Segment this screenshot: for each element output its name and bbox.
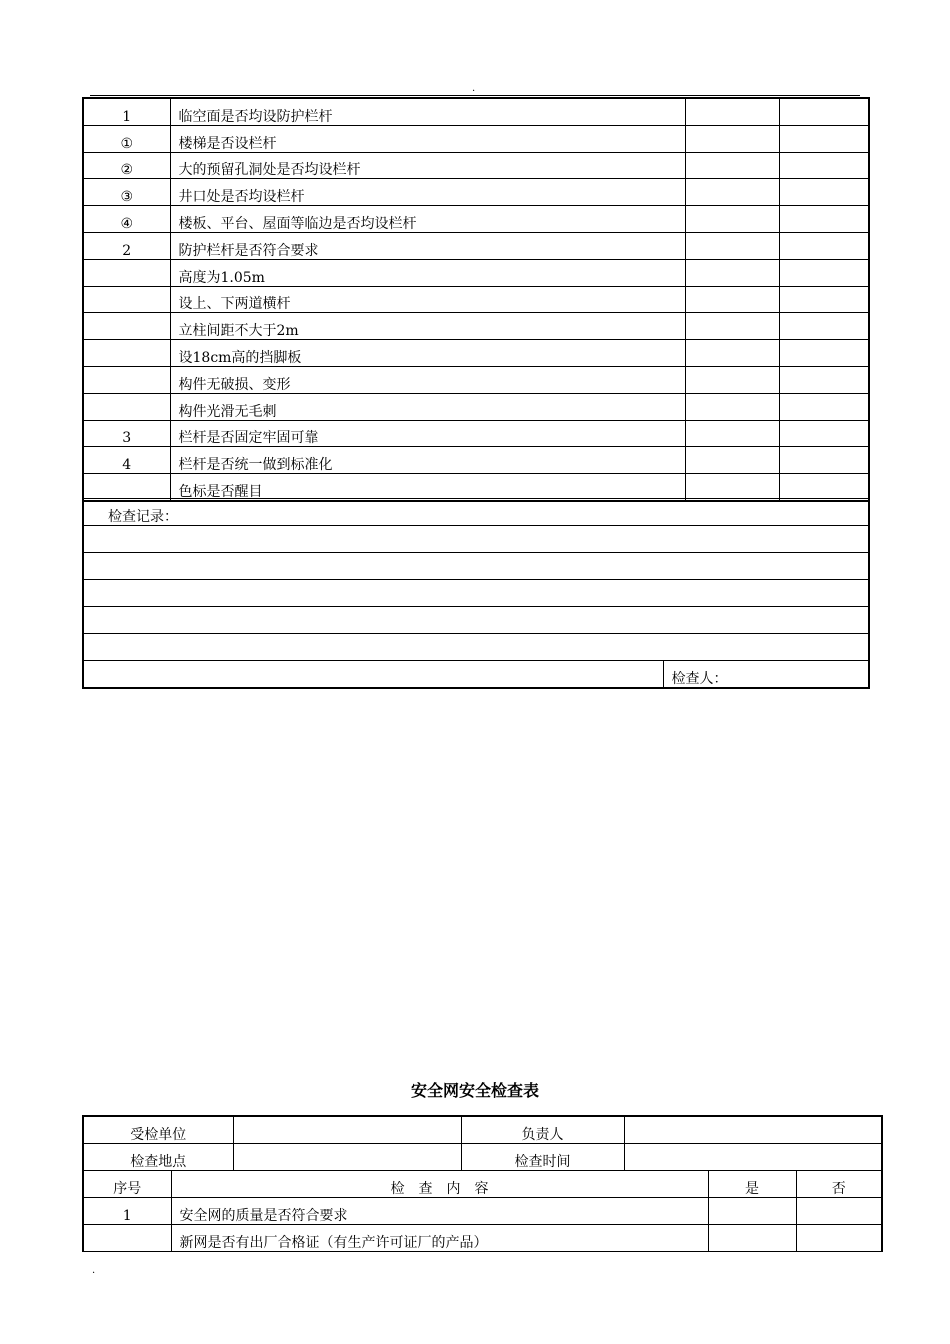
row-text: 大的预留孔洞处是否均设栏杆 xyxy=(170,152,685,179)
table-row xyxy=(83,420,869,447)
time-label: 检查时间 xyxy=(461,1144,624,1171)
row-number xyxy=(83,393,170,420)
table-row xyxy=(83,393,869,420)
table-row xyxy=(83,206,869,233)
row-text: 立柱间距不大于2m xyxy=(170,313,685,340)
yes-cell[interactable] xyxy=(708,1198,796,1225)
yes-cell[interactable] xyxy=(685,313,779,340)
row-number xyxy=(83,366,170,393)
yes-cell[interactable] xyxy=(685,474,779,501)
row-number: ④ xyxy=(83,206,170,233)
table-row xyxy=(83,125,869,152)
row-number: ③ xyxy=(83,179,170,206)
yes-cell[interactable] xyxy=(685,152,779,179)
record-label: 检查记录： xyxy=(83,499,869,526)
no-cell[interactable] xyxy=(779,98,869,125)
row-number: 1 xyxy=(83,98,170,125)
no-cell[interactable] xyxy=(779,420,869,447)
row-text: 楼梯是否设栏杆 xyxy=(170,125,685,152)
row-text: 防护栏杆是否符合要求 xyxy=(170,232,685,259)
table-row xyxy=(83,286,869,313)
table-row xyxy=(83,313,869,340)
row-text: 构件无破损、变形 xyxy=(170,366,685,393)
row-text: 安全网的质量是否符合要求 xyxy=(171,1198,708,1225)
col-seq-header: 序号 xyxy=(83,1171,171,1198)
table-row xyxy=(83,232,869,259)
no-cell[interactable] xyxy=(779,232,869,259)
yes-cell[interactable] xyxy=(685,259,779,286)
no-cell[interactable] xyxy=(796,1225,882,1252)
guardrail-checklist-table xyxy=(82,97,870,502)
yes-cell[interactable] xyxy=(685,420,779,447)
table-row xyxy=(83,340,869,367)
yes-cell[interactable] xyxy=(685,232,779,259)
no-cell[interactable] xyxy=(779,447,869,474)
no-cell[interactable] xyxy=(779,125,869,152)
table-row xyxy=(83,179,869,206)
no-cell[interactable] xyxy=(779,259,869,286)
yes-cell[interactable] xyxy=(685,393,779,420)
col-yes-header: 是 xyxy=(708,1171,796,1198)
table-row xyxy=(83,474,869,501)
table-row xyxy=(83,447,869,474)
unit-label: 受检单位 xyxy=(83,1116,233,1144)
table-row xyxy=(83,98,869,125)
no-cell[interactable] xyxy=(796,1198,882,1225)
row-number: 3 xyxy=(83,420,170,447)
inspector-label: 检查人： xyxy=(663,661,869,689)
row-number xyxy=(83,1225,171,1252)
no-cell[interactable] xyxy=(779,206,869,233)
row-text: 栏杆是否统一做到标准化 xyxy=(170,447,685,474)
row-text: 设上、下两道横杆 xyxy=(170,286,685,313)
time-field[interactable] xyxy=(624,1144,882,1171)
record-line[interactable] xyxy=(83,607,869,634)
row-number xyxy=(83,474,170,501)
record-line[interactable] xyxy=(83,526,869,553)
no-cell[interactable] xyxy=(779,340,869,367)
row-text: 构件光滑无毛刺 xyxy=(170,393,685,420)
row-number xyxy=(83,340,170,367)
unit-field[interactable] xyxy=(233,1116,461,1144)
location-label: 检查地点 xyxy=(83,1144,233,1171)
row-number: 4 xyxy=(83,447,170,474)
yes-cell[interactable] xyxy=(685,286,779,313)
row-text: 楼板、平台、屋面等临边是否均设栏杆 xyxy=(170,206,685,233)
no-cell[interactable] xyxy=(779,313,869,340)
table-row xyxy=(83,259,869,286)
safety-net-form-title: 安全网安全检查表 xyxy=(410,1081,539,1100)
row-text: 设18cm高的挡脚板 xyxy=(170,340,685,367)
row-number xyxy=(83,313,170,340)
yes-cell[interactable] xyxy=(708,1225,796,1252)
row-text: 栏杆是否固定牢固可靠 xyxy=(170,420,685,447)
yes-cell[interactable] xyxy=(685,98,779,125)
row-number: 2 xyxy=(83,232,170,259)
row-text: 色标是否醒目 xyxy=(170,474,685,501)
yes-cell[interactable] xyxy=(685,206,779,233)
row-number xyxy=(83,259,170,286)
row-number: ② xyxy=(83,152,170,179)
header-rule xyxy=(90,95,860,96)
location-field[interactable] xyxy=(233,1144,461,1171)
row-number: 1 xyxy=(83,1198,171,1225)
row-number: ① xyxy=(83,125,170,152)
no-cell[interactable] xyxy=(779,152,869,179)
yes-cell[interactable] xyxy=(685,366,779,393)
row-text: 高度为1.05m xyxy=(170,259,685,286)
table-row xyxy=(83,366,869,393)
inspection-record-table xyxy=(82,498,870,689)
col-no-header: 否 xyxy=(796,1171,882,1198)
record-line[interactable] xyxy=(83,661,663,689)
record-line[interactable] xyxy=(83,580,869,607)
safety-net-checklist-table xyxy=(82,1115,883,1252)
yes-cell[interactable] xyxy=(685,340,779,367)
no-cell[interactable] xyxy=(779,179,869,206)
record-line[interactable] xyxy=(83,634,869,661)
yes-cell[interactable] xyxy=(685,125,779,152)
yes-cell[interactable] xyxy=(685,179,779,206)
record-line[interactable] xyxy=(83,553,869,580)
row-text: 井口处是否均设栏杆 xyxy=(170,179,685,206)
col-content-header: 检 查 内 容 xyxy=(171,1171,708,1198)
responsible-label: 负责人 xyxy=(461,1116,624,1144)
row-text: 临空面是否均设防护栏杆 xyxy=(170,98,685,125)
yes-cell[interactable] xyxy=(685,447,779,474)
no-cell[interactable] xyxy=(779,366,869,393)
footer-mark: . xyxy=(92,1265,96,1276)
no-cell[interactable] xyxy=(779,474,869,501)
no-cell[interactable] xyxy=(779,286,869,313)
row-number xyxy=(83,286,170,313)
no-cell[interactable] xyxy=(779,393,869,420)
row-text: 新网是否有出厂合格证（有生产许可证厂的产品） xyxy=(171,1225,708,1252)
table-row xyxy=(83,152,869,179)
responsible-field[interactable] xyxy=(624,1116,882,1144)
header-mark: . xyxy=(472,83,476,94)
